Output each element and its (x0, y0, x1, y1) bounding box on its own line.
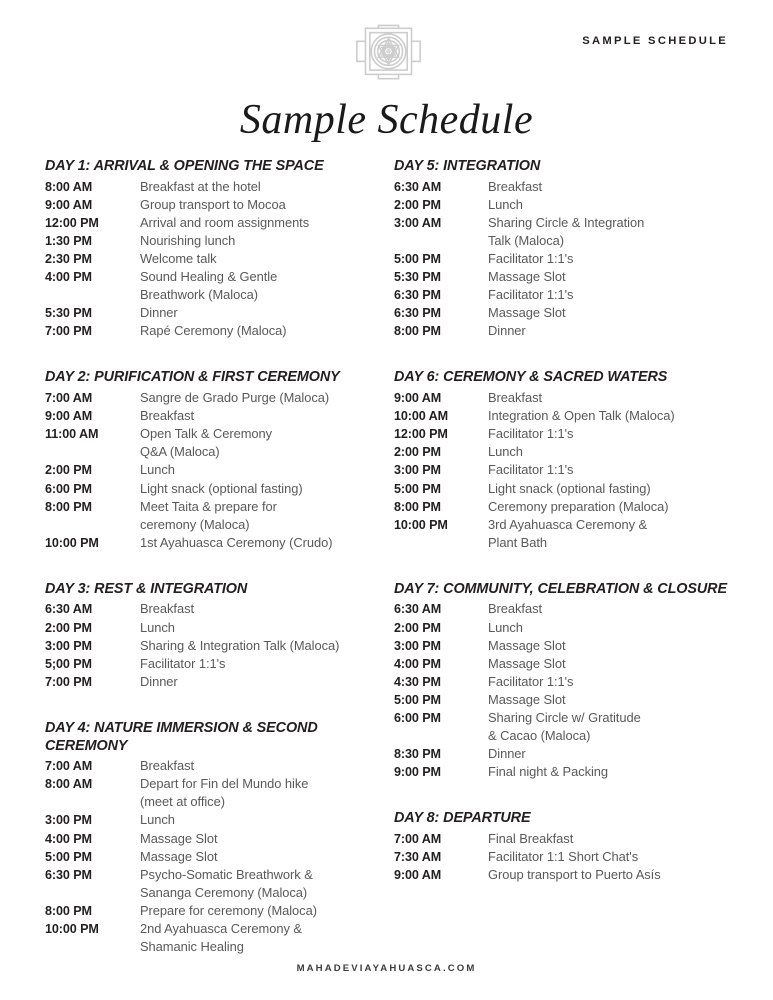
schedule-row-time: 10:00 PM (45, 535, 99, 550)
schedule-row (394, 286, 739, 304)
page-title: Sample Schedule (239, 97, 534, 143)
schedule-row (394, 600, 739, 618)
day-heading: DAY 5: INTEGRATION (394, 158, 541, 174)
schedule-row (45, 775, 393, 811)
schedule-row-description: Open Talk & Ceremony Q&A (Maloca) (140, 425, 393, 461)
schedule-row-time: 6:30 PM (394, 288, 441, 303)
schedule-row-description: Massage Slot (488, 305, 566, 321)
day-rows (394, 389, 739, 552)
schedule-row-time: 8:00 AM (45, 179, 93, 194)
schedule-row (394, 250, 739, 268)
schedule-row-description-continued: Sananga Ceremony (Maloca) (140, 884, 308, 900)
day-block (394, 369, 739, 551)
schedule-row-description: 2nd Ayahuasca Ceremony & Shamanic Healing (140, 920, 393, 956)
schedule-row-time: 12:00 PM (45, 215, 99, 230)
schedule-row-time: 8:00 PM (394, 324, 441, 339)
schedule-row-description: Prepare for ceremony (Maloca) (140, 902, 317, 918)
schedule-column-right (394, 158, 739, 884)
footer-website: MAHADEVIAYAHUASCA.COM (296, 963, 477, 974)
schedule-row-description: Massage Slot (488, 269, 566, 285)
schedule-row-time: 2:00 PM (394, 197, 441, 212)
schedule-row-time: 4:00 PM (394, 656, 441, 671)
schedule-row-time: 11:00 AM (45, 427, 99, 442)
schedule-row-time: 5:30 PM (394, 270, 441, 285)
schedule-row-time: 4:00 PM (45, 831, 92, 846)
schedule-row (394, 516, 739, 552)
schedule-row-description: Breakfast (140, 758, 195, 774)
schedule-row-time: 6:00 PM (45, 481, 92, 496)
schedule-row-description: Lunch (488, 196, 523, 212)
schedule-row-description: Dinner (140, 673, 178, 689)
schedule-row-description: Arrival and room assignments (140, 214, 310, 230)
schedule-row-description-continued: Q&A (Maloca) (140, 444, 220, 460)
schedule-row (394, 830, 739, 848)
schedule-row-description: Welcome talk (140, 250, 217, 266)
day-block (45, 369, 393, 551)
day-heading: DAY 2: PURIFICATION & FIRST CEREMONY (45, 369, 340, 386)
schedule-row-time: 5;00 PM (45, 656, 92, 671)
day-heading: DAY 3: REST & INTEGRATION (45, 580, 248, 597)
schedule-row (394, 637, 739, 655)
schedule-row-time: 8:30 PM (394, 747, 441, 762)
schedule-row-description: Breakfast (140, 408, 195, 424)
schedule-row (394, 304, 739, 322)
schedule-row-description: Psycho-Somatic Breathwork & Sananga Ceremony (Maloca) (140, 866, 393, 902)
schedule-row (45, 655, 393, 673)
schedule-row-description: Lunch (140, 462, 175, 478)
schedule-row-time: 7:30 AM (394, 850, 442, 865)
schedule-row (45, 619, 393, 637)
schedule-row-time: 2:00 PM (394, 445, 441, 460)
day-rows (394, 178, 739, 341)
day-heading: DAY 7: COMMUNITY, CELEBRATION & CLOSURE (394, 580, 727, 597)
day-rows (45, 178, 393, 341)
schedule-row-time: 7:00 AM (394, 832, 442, 846)
schedule-row-time: 7:00 AM (45, 759, 93, 774)
day-block (394, 810, 739, 884)
schedule-row-description: Light snack (optional fasting) (140, 480, 303, 496)
schedule-row-description-continued: (meet at office) (140, 794, 225, 810)
schedule-row-description: Nourishing lunch (140, 232, 236, 248)
schedule-row-description-continued: Shamanic Healing (140, 939, 244, 955)
schedule-row-description: 3rd Ayahuasca Ceremony & Plant Bath (488, 516, 739, 552)
schedule-row (394, 196, 739, 214)
schedule-row-description: Group transport to Mocoa (140, 196, 286, 212)
schedule-row (45, 425, 393, 461)
schedule-row-description: Lunch (488, 619, 523, 635)
schedule-row (45, 673, 393, 691)
sri-yantra-mandala-icon (341, 24, 436, 96)
schedule-row-description: Facilitator 1:1 Short Chat's (488, 849, 639, 865)
schedule-row (45, 534, 393, 552)
schedule-row (45, 407, 393, 425)
schedule-row (394, 619, 739, 637)
schedule-row-description: Rapé Ceremony (Maloca) (140, 323, 287, 339)
schedule-row-description: Facilitator 1:1's (488, 287, 574, 303)
page-header (0, 0, 773, 96)
schedule-row-description: Breakfast (488, 601, 543, 617)
day-block (45, 581, 393, 691)
schedule-row-time: 7:00 PM (45, 324, 92, 339)
schedule-row-time: 7:00 PM (45, 674, 92, 689)
schedule-row-description: Meet Taita & prepare for ceremony (Maloca) (140, 498, 393, 534)
schedule-row (394, 425, 739, 443)
schedule-row (394, 214, 739, 250)
schedule-row (45, 902, 393, 920)
schedule-row-description: Massage Slot (488, 637, 566, 653)
schedule-row-time: 6:30 AM (45, 602, 93, 617)
schedule-row-description: Lunch (140, 619, 175, 635)
schedule-row-time: 2:00 PM (45, 463, 92, 478)
schedule-row (394, 709, 739, 745)
schedule-row-description: Breakfast (140, 601, 195, 617)
schedule-row (394, 389, 739, 407)
schedule-row-description: Massage Slot (140, 830, 218, 846)
day-block (394, 158, 739, 340)
day-heading: DAY 8: DEPARTURE (394, 810, 531, 827)
schedule-row (394, 461, 739, 479)
schedule-row-description: Light snack (optional fasting) (488, 480, 651, 496)
schedule-row-time: 6:30 AM (394, 602, 442, 617)
schedule-row-description: Dinner (488, 746, 526, 762)
schedule-row (394, 655, 739, 673)
schedule-row (45, 811, 393, 829)
schedule-row-description: Facilitator 1:1's (488, 426, 574, 442)
schedule-row (394, 443, 739, 461)
schedule-row-time: 3:00 AM (394, 215, 442, 230)
schedule-row-description: Sangre de Grado Purge (Maloca) (140, 390, 330, 406)
schedule-row-time: 5:00 PM (394, 692, 441, 707)
schedule-row-description: Facilitator 1:1's (488, 250, 574, 266)
schedule-row-time: 5:00 PM (394, 481, 441, 496)
schedule-row-description: Lunch (488, 444, 523, 460)
schedule-row-time: 3:00 PM (45, 638, 92, 653)
schedule-row (45, 480, 393, 498)
schedule-row-description: Lunch (140, 812, 175, 828)
schedule-row (45, 178, 393, 196)
schedule-row-description: Facilitator 1:1's (488, 462, 574, 478)
schedule-row (45, 304, 393, 322)
schedule-row-description-continued: Breathwork (Maloca) (140, 287, 258, 303)
schedule-row-description: Ceremony preparation (Maloca) (488, 498, 669, 514)
day-heading: DAY 4: NATURE IMMERSION & SECOND CEREMONY (45, 719, 318, 754)
schedule-row-description: Integration & Open Talk (Maloca) (488, 408, 675, 424)
schedule-row (394, 848, 739, 866)
day-block (45, 720, 393, 956)
schedule-row-description-continued: Plant Bath (488, 534, 547, 550)
schedule-row-time: 6:30 PM (45, 867, 92, 882)
schedule-row-description: Breakfast at the hotel (140, 178, 261, 194)
schedule-row-time: 10:00 AM (394, 409, 449, 424)
schedule-row (394, 498, 739, 516)
day-rows (45, 389, 393, 552)
schedule-row-description: Sharing & Integration Talk (Maloca) (140, 637, 340, 653)
schedule-row (45, 848, 393, 866)
schedule-row-description: Sharing Circle w/ Gratitude & Cacao (Maloca) (488, 709, 739, 745)
schedule-row-time: 4:00 PM (45, 270, 92, 285)
schedule-row-description: Final night & Packing (488, 764, 609, 780)
day-heading: DAY 1: ARRIVAL & OPENING THE SPACE (45, 158, 324, 174)
schedule-row (394, 763, 739, 781)
schedule-row-description: 1st Ayahuasca Ceremony (Crudo) (140, 534, 333, 550)
schedule-row (394, 673, 739, 691)
schedule-row (45, 250, 393, 268)
schedule-row-time: 4:30 PM (394, 674, 441, 689)
schedule-row-time: 10:00 PM (394, 517, 448, 532)
schedule-row-time: 9:00 AM (45, 197, 93, 212)
schedule-row-description: Massage Slot (488, 655, 566, 671)
schedule-row-time: 8:00 PM (45, 499, 92, 514)
schedule-row-time: 10:00 PM (45, 921, 99, 936)
schedule-row-time: 6:30 AM (394, 179, 442, 194)
schedule-row-time: 9:00 AM (394, 868, 442, 883)
schedule-row (45, 920, 393, 956)
schedule-row-time: 2:30 PM (45, 251, 92, 266)
schedule-row-description: Group transport to Puerto Asís (488, 867, 661, 883)
schedule-row-time: 7:00 AM (45, 391, 93, 406)
schedule-row (394, 407, 739, 425)
schedule-row-description-continued: & Cacao (Maloca) (488, 728, 591, 744)
schedule-row (394, 745, 739, 763)
schedule-row (45, 830, 393, 848)
schedule-row (394, 178, 739, 196)
schedule-row-time: 5:00 PM (394, 251, 441, 266)
schedule-row (45, 757, 393, 775)
schedule-row (45, 866, 393, 902)
schedule-row (394, 866, 739, 884)
day-rows (394, 600, 739, 781)
schedule-row-time: 6:30 PM (394, 306, 441, 321)
schedule-row-description: Breakfast (488, 390, 543, 406)
schedule-row-time: 8:00 PM (45, 903, 92, 918)
day-rows (45, 600, 393, 690)
schedule-row-time: 6:00 PM (394, 711, 441, 726)
schedule-row (45, 214, 393, 232)
day-rows (45, 757, 393, 956)
schedule-row (45, 322, 393, 340)
schedule-row-time: 8:00 PM (394, 499, 441, 514)
schedule-row-description: Dinner (140, 305, 178, 321)
schedule-row (45, 461, 393, 479)
schedule-row-time: 8:00 AM (45, 777, 93, 792)
schedule-row-description: Final Breakfast (488, 831, 574, 846)
schedule-row-description: Facilitator 1:1's (140, 655, 226, 671)
schedule-row (394, 480, 739, 498)
schedule-row-time: 12:00 PM (394, 427, 448, 442)
schedule-row-time: 9:00 AM (394, 391, 442, 406)
schedule-row-time: 2:00 PM (394, 620, 441, 635)
schedule-row-description: Massage Slot (140, 848, 218, 864)
schedule-row-description: Massage Slot (488, 691, 566, 707)
day-block (394, 581, 739, 782)
schedule-row (45, 637, 393, 655)
schedule-row-time: 3:00 PM (394, 463, 441, 478)
schedule-row (45, 389, 393, 407)
schedule-row-description: Breakfast (488, 178, 543, 194)
schedule-row-description: Facilitator 1:1's (488, 673, 574, 689)
schedule-row-description: Dinner (488, 323, 526, 339)
schedule-row-description: Sound Healing & Gentle Breathwork (Maloca) (140, 268, 393, 304)
schedule-row-description: Sharing Circle & Integration Talk (Maloca) (488, 214, 739, 250)
schedule-row-time: 5:30 PM (45, 306, 92, 321)
day-rows (394, 830, 739, 884)
document-kicker: SAMPLE SCHEDULE (582, 35, 728, 47)
schedule-row (45, 600, 393, 618)
schedule-row-description-continued: Talk (Maloca) (488, 232, 564, 248)
schedule-row-time: 9:00 AM (45, 409, 93, 424)
schedule-column-left (45, 158, 393, 956)
day-heading: DAY 6: CEREMONY & SACRED WATERS (394, 369, 668, 386)
schedule-row-time: 1:30 PM (45, 233, 92, 248)
schedule-row (45, 498, 393, 534)
schedule-row (394, 322, 739, 340)
schedule-row (394, 691, 739, 709)
schedule-row (45, 196, 393, 214)
day-block (45, 158, 393, 340)
schedule-row-description: Depart for Fin del Mundo hike (meet at office) (140, 775, 393, 811)
schedule-row-time: 5:00 PM (45, 849, 92, 864)
schedule-row (45, 232, 393, 250)
schedule-row-time: 2:00 PM (45, 620, 92, 635)
schedule-row-time: 3:00 PM (394, 638, 441, 653)
schedule-row (394, 268, 739, 286)
schedule-row-time: 3:00 PM (45, 813, 92, 828)
schedule-row-description-continued: ceremony (Maloca) (140, 516, 250, 532)
schedule-row (45, 268, 393, 304)
schedule-row-time: 9:00 PM (394, 765, 441, 780)
